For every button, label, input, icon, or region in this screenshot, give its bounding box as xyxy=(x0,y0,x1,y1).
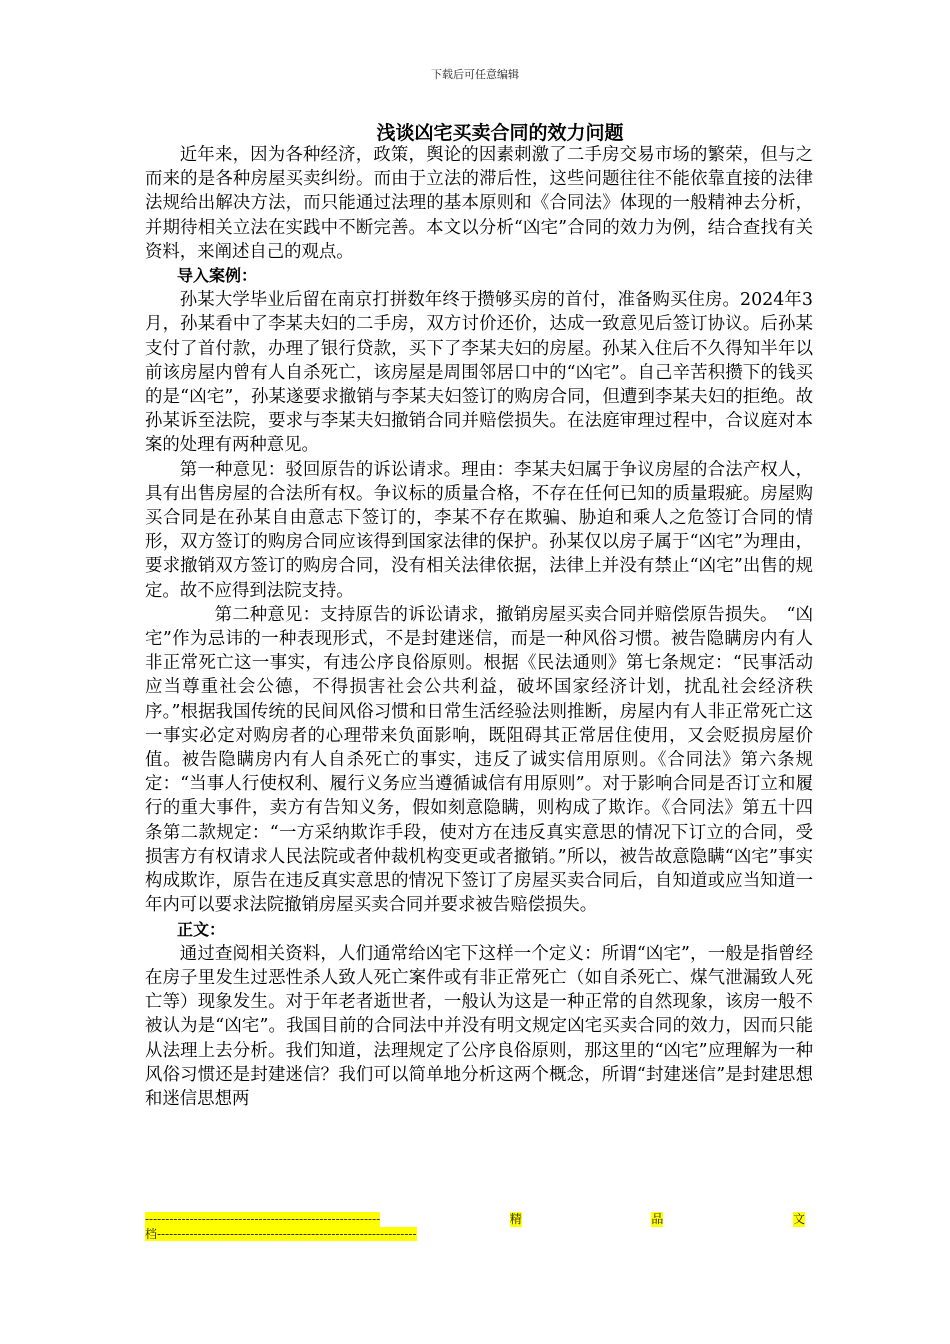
footer-line-2-text: 档---------------------------------------------------------------- xyxy=(145,1227,417,1241)
heading-main: 正文： xyxy=(177,919,226,939)
document-body xyxy=(145,143,813,1111)
footer-char-2: 品 xyxy=(651,1212,664,1226)
header-note: 下载后可任意编辑 xyxy=(431,68,519,81)
paragraph-intro: 近年来，因为各种经济，政策，舆论的因素刺激了二手房交易市场的繁荣，但与之而来的是各种房屋买卖纠纷。而由于立法的滞后性，这些问题往往不能依靠直接的法律法规给出解决方法，而只能通过法理的基本原则和《合同法》体现的一般精神去分析，并期待相关立法在实践中不断完善。本文以分析“凶宅”合同的效力为例，结合查找有关资料，来阐述自己的观点。 xyxy=(145,145,813,262)
paragraph-main: 通过查阅相关资料，人们通常给凶宅下这样一个定义：所谓“凶宅”，一般是指曾经在房子里发生过恶性杀人致人死亡案件或有非正常死亡（如自杀死亡、煤气泄漏致人死亡等）现象发生。对于年老者逝世者，一般认为这是一种正常的自然现象，该房一般不被认为是“凶宅”。我国目前的合同法中并没有明文规定凶宅买卖合同的效力，因而只能从法理上去分析。我们知道，法理规定了公序良俗原则，那这里的“凶宅”应理解为一种风俗习惯还是封建迷信？我们可以简单地分析这两个概念，所谓“封建迷信”是封建思想和迷信思想两 xyxy=(145,943,813,1109)
heading-case: 导入案例： xyxy=(177,266,258,286)
footer-dashes: ---------------------------------------------------------- xyxy=(145,1212,381,1226)
footer-line-1 xyxy=(145,1212,805,1227)
footer-char-1: 精 xyxy=(509,1212,522,1226)
paragraph-opinion-2: 第二种意见：支持原告的诉讼请求，撤销房屋买卖合同并赔偿原告损失。 “凶宅”作为忌讳的一种表现形式，不是封建迷信，而是一种风俗习惯。被告隐瞒房内有人非正常死亡这一事实，有违公序良俗原则。根据《民法通则》第七条规定：“民事活动应当尊重社会公德，不得损害社会公共利益，破坏国家经济计划，扰乱社会经济秩序。”根据我国传统的民间风俗习惯和日常生活经验法则推断，房屋内有人非正常死亡这一事实必定对购房者的心理带来负面影响，既阻碍其正常居住使用，又会贬损房屋价值。被告隐瞒房内有人自杀死亡的事实，违反了诚实信用原则。《合同法》第六条规定：“当事人行使权利、履行义务应当遵循诚信有用原则”。对于影响合同是否订立和履行的重大事件，卖方有告知义务，假如刻意隐瞒，则构成了欺诈。《合同法》第五十四条第二款规定：“一方采纳欺诈手段，使对方在违反真实意思的情况下订立的合同，受损害方有权请求人民法院或者仲裁机构变更或者撤销。”所以，被告故意隐瞒“凶宅”事实构成欺诈，原告在违反真实意思的情况下签订了房屋买卖合同后，自知道或应当知道一年内可以要求法院撤销房屋买卖合同并要求被告赔偿损失。 xyxy=(145,604,813,916)
footer-char-3: 文 xyxy=(792,1212,805,1226)
paragraph-opinion-1: 第一种意见：驳回原告的诉讼请求。理由：李某夫妇属于争议房屋的合法产权人，具有出售房屋的合法所有权。争议标的质量合格，不存在任何已知的质量瑕疵。房屋购买合同是在孙某自由意志下签订的，李某不存在欺骗、胁迫和乘人之危签订合同的情形，双方签订的购房合同应该得到国家法律的保护。孙某仅以房子属于“凶宅”为理由，要求撤销双方签订的购房合同，没有相关法律依据，法律上并没有禁止“凶宅”出售的规定。故不应得到法院支持。 xyxy=(145,459,813,601)
paragraph-case: 孙某大学毕业后留在南京打拼数年终于攒够买房的首付，准备购买住房。2024年3月，孙某看中了李某夫妇的二手房，双方讨价还价，达成一致意见后签订协议。后孙某支付了首付款，办理了银行贷款，买下了李某夫妇的房屋。孙某入住后不久得知半年以前该房屋内曾有人自杀死亡，该房屋是周围邻居口中的“凶宅”。自己辛苦积攒下的钱买的是“凶宅”，孙某遂要求撤销与李某夫妇签订的购房合同，但遭到李某夫妇的拒绝。故孙某诉至法院，要求与李某夫妇撤销合同并赔偿损失。在法庭审理过程中，合议庭对本案的处理有两种意见。 xyxy=(145,290,813,456)
document-title: 浅谈凶宅买卖合同的效力问题 xyxy=(376,122,624,144)
footer-banner xyxy=(145,1212,805,1242)
footer-line-2 xyxy=(145,1227,805,1242)
